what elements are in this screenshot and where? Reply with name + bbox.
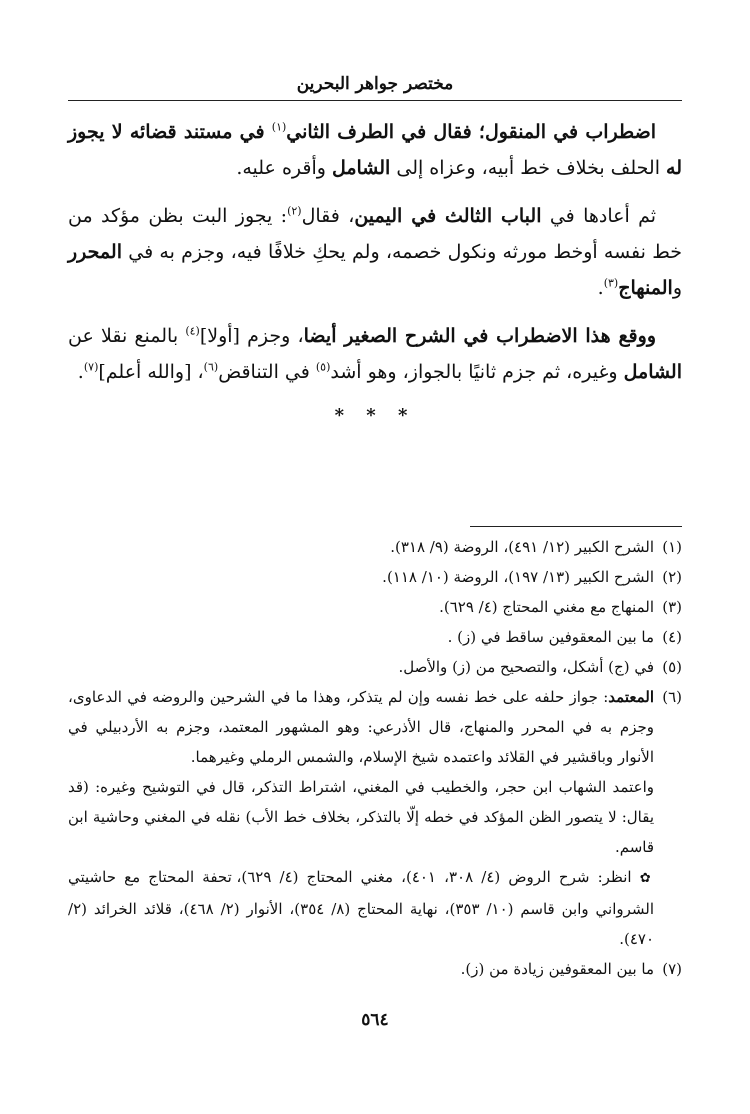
footnote-number: (٣) [662, 598, 682, 616]
footnote [68, 532, 682, 562]
footnote-number: (٤) [662, 628, 682, 646]
footnote-ref: (٧) [83, 360, 99, 374]
text-run: المنهاج [618, 277, 673, 299]
text-run: اضطراب في المنقول؛ فقال في الطرف الثاني [286, 121, 656, 143]
text-run: في (ج) أشكل، والتصحيح من (ز) والأصل. [398, 658, 654, 676]
footnote [68, 562, 682, 592]
text-run: الشامل [623, 361, 682, 383]
footnote-ref: (٣) [603, 276, 619, 290]
footnote [68, 622, 682, 652]
footnote-text [68, 592, 654, 622]
footnote-text [68, 682, 654, 954]
footnote-paragraph [68, 954, 654, 984]
footnote-ref: (٢) [287, 204, 302, 218]
text-run: الشامل [331, 157, 391, 179]
text-run: : جواز حلفه على خط نفسه وإن لم يتذكر، وهذا ما في الشرحين والروضه في الدعاوى، وجزم به في المحرر والمنهاج، قال الأذرعي: وهو المشهور المعتمد، وجزم به الأردبيلي في الأنوار وباقشير في القلائد واعتمده شيخ الإسلام، والشمس الرملي وغيرهما. [68, 688, 654, 766]
footnote [68, 592, 682, 622]
footnote-ref: (١) [271, 120, 287, 134]
footnote-number: (٥) [662, 658, 682, 676]
footnote-paragraph [68, 652, 654, 682]
running-header: مختصر جواهر البحرين [296, 74, 454, 94]
footnote-paragraph [68, 562, 654, 592]
text-run: : يجوز البت بظن مؤكد من خط نفسه أوخط مورثه ونكول خصمه، ولم يحكِ خلافًا فيه، وجزم به في [68, 205, 682, 263]
paragraph [68, 198, 682, 306]
footnote-text [68, 532, 654, 562]
page-number: ٥٦٤ [361, 1010, 389, 1030]
text-run: ما بين المعقوفين زيادة من (ز). [460, 960, 654, 978]
text-run: ، فقال [301, 205, 355, 227]
paragraphs [68, 114, 682, 390]
see-also-icon: ✿ [639, 871, 654, 886]
text-run: وغيره، ثم جزم ثانيًا بالجواز، وهو أشد [330, 361, 624, 383]
paragraph [68, 318, 682, 390]
text-run: الحلف بخلاف خط أبيه، وعزاه إلى [390, 157, 667, 179]
text-run: . [597, 277, 604, 299]
footnote-paragraph [68, 682, 654, 772]
footnote-ref: (٦) [203, 360, 219, 374]
footnote-ref: (٥) [315, 360, 331, 374]
text-run: وأقره عليه. [236, 157, 332, 179]
text-run: ما بين المعقوفين ساقط في (ز) . [447, 628, 654, 646]
text-run: ، [والله أعلم] [98, 361, 204, 383]
text-run: الشرح الكبير (١٣/ ١٩٧)، الروضة (١٠/ ١١٨). [382, 568, 654, 586]
footnote-number: (٦) [662, 688, 682, 706]
text-run: في التناقض [218, 361, 316, 383]
text-run: المعتمد [608, 688, 654, 706]
footnote-paragraph [68, 862, 654, 954]
footnote-number: (٢) [662, 568, 682, 586]
footnote-paragraph [68, 532, 654, 562]
text-run: في مستند قضائه لا يجوز له [68, 121, 682, 179]
footnote-text [68, 622, 654, 652]
text-run: المحرر [68, 241, 122, 263]
footnote [68, 682, 682, 954]
footnote-paragraph [68, 622, 654, 652]
paragraph [68, 114, 682, 186]
text-run: و [672, 277, 682, 299]
text-run: ووقع هذا الاضطراب في الشرح الصغير أيضا [303, 325, 656, 347]
text-run: . [77, 361, 84, 383]
footnote-ref: (٤) [185, 324, 200, 338]
footnote [68, 954, 682, 984]
text-run: ، وجزم [أولا] [199, 325, 304, 347]
text-run: الشرح الكبير (١٢/ ٤٩١)، الروضة (٩/ ٣١٨). [390, 538, 654, 556]
footnote-text [68, 954, 654, 984]
header-rule [68, 100, 682, 101]
text-run: الباب الثالث في اليمين [354, 205, 542, 227]
text-run: ثم أعادها في [541, 205, 657, 227]
main-text [68, 114, 682, 434]
section-separator: * * * [334, 405, 416, 426]
footnote-number: (١) [662, 538, 682, 556]
text-run: بالمنع نقلا عن [68, 325, 186, 347]
footnotes [68, 532, 682, 984]
footnote-paragraph [68, 592, 654, 622]
footnote-text [68, 652, 654, 682]
footnote-text [68, 562, 654, 592]
footnote-rule [470, 526, 682, 527]
footnote [68, 652, 682, 682]
text-run: انظر: شرح الروض (٤/ ٣٠٨، ٤٠١)، مغني المحتاج (٤/ ٦٢٩)، تحفة المحتاج مع حاشيتي الشرواني وابن قاسم (١٠/ ٣٥٣)، نهاية المحتاج (٨/ ٣٥٤)، الأنوار (٢/ ٤٦٨)، قلائد الخرائد (٢/ ٤٧٠). [68, 868, 655, 948]
text-run: المنهاج مع مغني المحتاج (٤/ ٦٢٩). [439, 598, 654, 616]
footnote-paragraph [68, 772, 654, 862]
text-run: واعتمد الشهاب ابن حجر، والخطيب في المغني، اشتراط التذكر، قال في التوشيح وغيره: (قد يقال: لا يتصور الظن المؤكد في خطه إلّا بالتذكر، بخلاف خط الأب) نقله في المغني وحاشية ابن قاسم. [68, 778, 654, 856]
footnote-number: (٧) [662, 960, 682, 978]
